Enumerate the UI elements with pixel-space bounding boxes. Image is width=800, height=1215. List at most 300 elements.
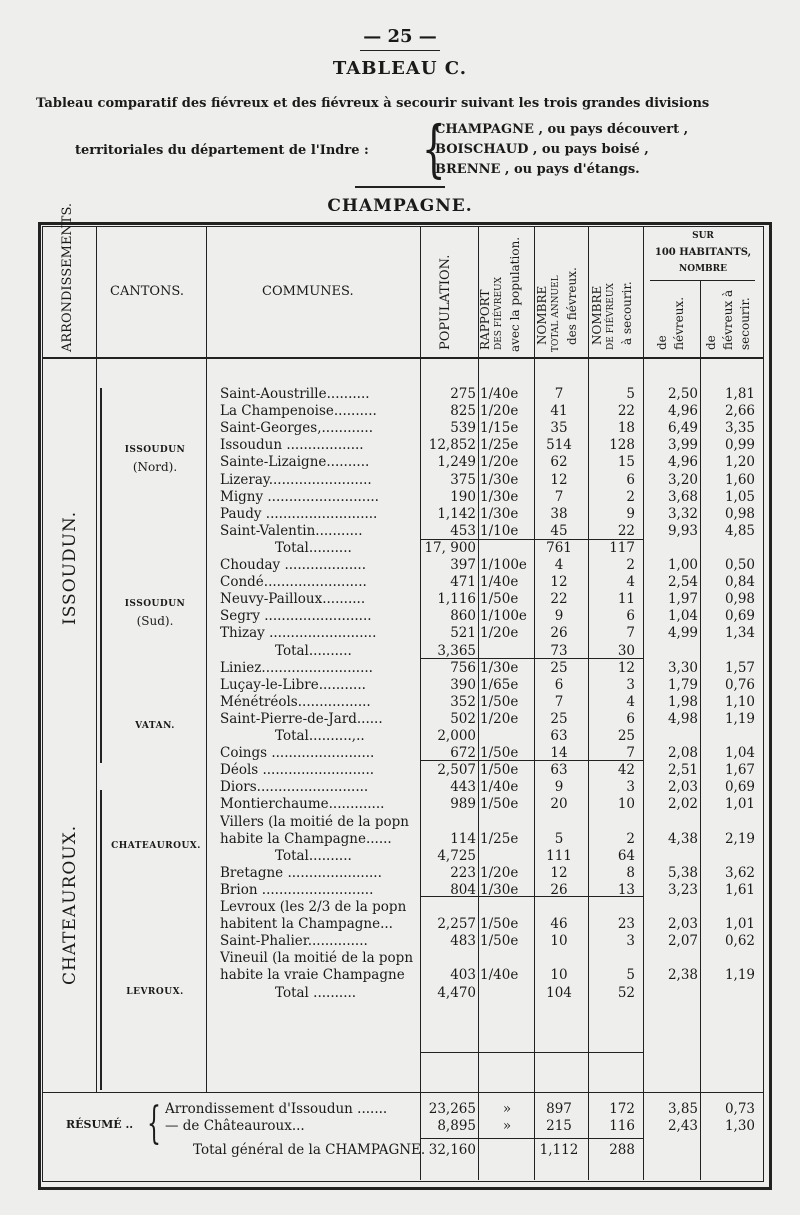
cell-sec: 3	[626, 933, 635, 950]
hdr-de-fievreux-1: de	[655, 335, 669, 350]
cell-pop: 223	[450, 864, 476, 881]
cell-sec: 2	[626, 557, 635, 573]
cell-name: Lizeray........................	[220, 471, 372, 488]
cell-rap: 1/100e	[480, 557, 527, 573]
cell-nb: 12	[550, 471, 568, 488]
cell-sec: 52	[617, 984, 635, 1001]
cell-pop: 539	[450, 420, 476, 437]
cell-rap: 1/30e	[480, 881, 519, 898]
cell-name: Saint-Phalier..............	[220, 933, 368, 950]
hdr-de-fievreux-2: fiévreux.	[672, 296, 686, 350]
cell-p1: 1,00	[667, 557, 698, 573]
cell-p1: 3,20	[667, 471, 698, 488]
cell-p1: 1,98	[667, 693, 698, 710]
cell-nb: 20	[550, 796, 568, 813]
cell-pop: 1,116	[437, 591, 476, 608]
resume-cell-pop: 23,265	[428, 1101, 476, 1117]
cell-sec: 13	[617, 881, 635, 898]
cell-rap: 1/20e	[480, 710, 519, 727]
cell-name: Neuvy-Pailloux..........	[220, 591, 366, 608]
region-boischaud: BOISCHAUD , ou pays boisé ,	[435, 142, 649, 157]
cell-name: Saint-Valentin...........	[220, 522, 363, 539]
cell-p1: 1,79	[667, 676, 698, 693]
cell-p2: 0,69	[724, 779, 755, 796]
total-rule-2	[420, 658, 643, 659]
cell-sec: 117	[609, 539, 635, 556]
cell-p1: 4,98	[667, 710, 698, 727]
cell-nb: 7	[554, 488, 564, 505]
cell-sec: 2	[626, 830, 635, 847]
cell-rap: 1/20e	[480, 625, 519, 642]
cell-nb: 111	[546, 847, 572, 864]
table-row	[0, 950, 800, 967]
cell-p2: 0,84	[724, 574, 755, 591]
cell-p2: 1,34	[724, 625, 755, 642]
cell-p1: 3,23	[667, 881, 698, 898]
cell-p1: 2,03	[667, 916, 698, 933]
cell-pop: 4,470	[437, 984, 476, 1001]
cell-name: Brion ..........................	[220, 881, 374, 898]
total-row	[0, 985, 800, 1002]
cell-nb: 22	[550, 591, 568, 608]
cell-nb: 45	[550, 522, 568, 539]
cell-p2: 4,85	[724, 522, 755, 539]
cell-sec: 42	[617, 762, 635, 779]
table-row	[0, 472, 800, 489]
cell-p2: 0,62	[724, 933, 755, 950]
total-rule-1	[420, 539, 643, 540]
resume-cell-sec: 172	[609, 1101, 635, 1117]
cell-name: Villers (la moitié de la popn	[220, 813, 410, 830]
cell-sec: 128	[609, 437, 635, 454]
hdr-nombre-1: NOMBRE	[535, 285, 549, 345]
cell-sec: 3	[626, 779, 635, 796]
cell-rap: 1/50e	[480, 762, 519, 779]
cell-rap: 1/30e	[480, 488, 519, 505]
cell-pop: 483	[450, 933, 476, 950]
cell-nb: 6	[554, 676, 564, 693]
cell-p2: 1,19	[724, 710, 755, 727]
cell-pop: 190	[450, 488, 476, 505]
cell-nb: 9	[554, 608, 564, 625]
hdr-sub-rule	[650, 280, 755, 281]
resume-cell-nb: 215	[546, 1118, 572, 1134]
resume-cell-p1: 3,85	[667, 1101, 698, 1117]
cell-sec: 6	[626, 710, 635, 727]
cell-p1: 3,68	[667, 488, 698, 505]
hdr-rapport-1: RAPPORT	[478, 289, 492, 350]
cell-p1: 2,08	[667, 745, 698, 762]
cell-pop: 275	[450, 386, 476, 402]
resume-brace: {	[147, 1098, 161, 1149]
general-total-label: Total général de la CHAMPAGNE.	[193, 1142, 426, 1158]
cell-p2: 1,19	[724, 967, 755, 984]
cell-rap: 1/40e	[480, 779, 519, 796]
cell-name: Luçay-le-Libre...........	[220, 676, 366, 693]
cell-sec: 7	[626, 745, 635, 762]
cell-rap: 1/20e	[480, 403, 519, 420]
cell-name: Segry .........................	[220, 608, 372, 625]
total-row	[0, 540, 800, 557]
cell-rap: 1/50e	[480, 933, 519, 950]
arrondissement-issoudun: ISSOUDUN.	[60, 510, 80, 625]
cell-nb: 25	[550, 659, 568, 676]
total-row	[0, 643, 800, 660]
cell-p2: 2,66	[724, 403, 755, 420]
cell-name: Coings ........................	[220, 745, 375, 762]
cell-p1: 1,04	[667, 608, 698, 625]
cell-name: Saint-Georges,............	[220, 420, 373, 437]
cell-name: Sainte-Lizaigne..........	[220, 454, 370, 471]
cell-sec: 4	[626, 574, 635, 591]
hdr-rapport-3: avec la population.	[508, 236, 522, 352]
cell-rap: 1/25e	[480, 830, 519, 847]
cell-pop: 860	[450, 608, 476, 625]
cell-nb: 62	[550, 454, 568, 471]
table-row	[0, 625, 800, 642]
cell-rap: 1/25e	[480, 437, 519, 454]
table-row	[0, 557, 800, 574]
cell-name: Total..........,..	[275, 728, 365, 744]
table-row	[0, 694, 800, 711]
resume-cell-sec: 116	[609, 1118, 635, 1134]
cell-p2: 1,05	[724, 488, 755, 505]
cell-p2: 1,81	[724, 386, 755, 402]
section-title: CHAMPAGNE.	[327, 196, 473, 216]
cell-pop: 1,249	[437, 454, 476, 471]
cell-nb: 12	[550, 864, 568, 881]
cell-pop: 989	[450, 796, 476, 813]
table-row	[0, 899, 800, 916]
general-total-pop: 32,160	[428, 1142, 476, 1158]
cell-p2: 0,98	[724, 505, 755, 522]
hdr-nombre-sub: NOMBRE	[679, 264, 727, 274]
cell-sec: 18	[617, 420, 635, 437]
cell-pop: 443	[450, 779, 476, 796]
resume-row	[0, 1118, 800, 1135]
cell-sec: 23	[617, 916, 635, 933]
table-row	[0, 762, 800, 779]
cell-name: Paudy ..........................	[220, 505, 378, 522]
cell-name: Bretagne ......................	[220, 864, 382, 881]
resume-row	[0, 1101, 800, 1118]
cell-name: Total..........	[275, 847, 352, 864]
cell-name: Diors..........................	[220, 779, 369, 796]
cell-name: Levroux (les 2/3 de la popn	[220, 899, 407, 915]
regions-list	[435, 120, 688, 180]
cell-p1: 2,51	[667, 762, 698, 779]
table-row	[0, 403, 800, 420]
table-row	[0, 814, 800, 831]
table-row	[0, 882, 800, 899]
cell-sec: 15	[617, 454, 635, 471]
cell-sec: 2	[626, 488, 635, 505]
cell-p2: 1,67	[724, 762, 755, 779]
cell-nb: 104	[546, 984, 572, 1001]
cell-p1: 4,38	[667, 830, 698, 847]
hdr-100-habitants: 100 HABITANTS,	[654, 247, 752, 258]
cell-sec: 11	[617, 591, 635, 608]
cell-nb: 10	[550, 967, 568, 984]
hdr-nombre-3: des fiévreux.	[565, 267, 579, 345]
cell-name: Issoudun ..................	[220, 437, 364, 454]
cell-p1: 2,50	[667, 386, 698, 402]
cell-pop: 521	[450, 625, 476, 642]
cell-p1: 9,93	[667, 522, 698, 539]
table-title: TABLEAU C.	[332, 58, 468, 79]
cell-pop: 756	[450, 659, 476, 676]
cell-p1: 2,02	[667, 796, 698, 813]
cell-rap: 1/10e	[480, 522, 519, 539]
general-total-sec: 288	[609, 1142, 635, 1158]
region-brace: {	[421, 112, 446, 185]
cell-pop: 1,142	[437, 505, 476, 522]
cell-pop: 502	[450, 710, 476, 727]
cell-sec: 25	[617, 728, 635, 744]
cell-name: Ménétréols.................	[220, 693, 371, 710]
cell-nb: 35	[550, 420, 568, 437]
table-row	[0, 967, 800, 984]
cell-p1: 5,38	[667, 864, 698, 881]
cell-rap: 1/65e	[480, 676, 519, 693]
cell-p2: 0,69	[724, 608, 755, 625]
cell-name: Total ..........	[275, 984, 357, 1001]
resume-cell-pop: 8,895	[437, 1118, 476, 1134]
cell-pop: 825	[450, 403, 476, 420]
cell-pop: 2,507	[437, 762, 476, 779]
cell-rap: 1/20e	[480, 864, 519, 881]
table-row	[0, 916, 800, 933]
table-row	[0, 608, 800, 625]
cell-sec: 6	[626, 608, 635, 625]
cell-pop: 114	[450, 830, 476, 847]
resume-cell-nb: 897	[546, 1101, 572, 1117]
cell-sec: 6	[626, 471, 635, 488]
cell-rap: 1/100e	[480, 608, 527, 625]
cell-sec: 8	[626, 864, 635, 881]
cell-p2: 1,57	[724, 659, 755, 676]
cell-p1: 2,07	[667, 933, 698, 950]
table-row	[0, 796, 800, 813]
cell-name: Liniez..........................	[220, 659, 373, 676]
hdr-communes: COMMUNES.	[262, 284, 354, 299]
resume-rule	[42, 1092, 764, 1093]
cell-pop: 390	[450, 676, 476, 693]
cell-nb: 41	[550, 403, 568, 420]
cell-sec: 64	[617, 847, 635, 864]
table-row	[0, 745, 800, 762]
cell-pop: 2,257	[437, 916, 476, 933]
total-rule-5	[420, 1052, 643, 1053]
cell-p1: 2,54	[667, 574, 698, 591]
cell-rap: 1/40e	[480, 386, 519, 402]
hdr-de-secourir-3: secourir.	[738, 297, 752, 350]
cell-p1: 4,96	[667, 454, 698, 471]
cell-pop: 471	[450, 574, 476, 591]
hdr-secourir-1: NOMBRE	[590, 285, 604, 345]
cell-name: habite la vraie Champagne	[220, 967, 405, 984]
resume-cell-p2: 1,30	[724, 1118, 755, 1134]
cell-pop: 375	[450, 471, 476, 488]
section-rule	[355, 186, 445, 188]
cell-nb: 73	[550, 642, 568, 659]
cell-nb: 5	[554, 830, 564, 847]
cell-rap: 1/50e	[480, 796, 519, 813]
cell-nb: 14	[550, 745, 568, 762]
cell-nb: 46	[550, 916, 568, 933]
cell-pop: 397	[450, 557, 476, 573]
cell-p1: 1,97	[667, 591, 698, 608]
cell-rap: 1/50e	[480, 916, 519, 933]
cell-rap: 1/30e	[480, 505, 519, 522]
cell-p2: 0,99	[724, 437, 755, 454]
cell-pop: 453	[450, 522, 476, 539]
region-champagne: CHAMPAGNE , ou pays découvert ,	[435, 122, 689, 137]
resume-cell-rap: »	[502, 1101, 512, 1117]
table-row	[0, 591, 800, 608]
cell-name: habitent la Champagne...	[220, 916, 393, 933]
cell-pop: 403	[450, 967, 476, 984]
cell-p2: 1,10	[724, 693, 755, 710]
table-row	[0, 831, 800, 848]
cell-sec: 22	[617, 522, 635, 539]
cell-nb: 4	[554, 557, 564, 573]
cell-p1: 4,99	[667, 625, 698, 642]
cell-nb: 12	[550, 574, 568, 591]
hdr-population: POPULATION.	[438, 254, 453, 350]
cell-nb: 7	[554, 693, 564, 710]
total-row	[0, 848, 800, 865]
table-row	[0, 386, 800, 403]
cell-p2: 1,04	[724, 745, 755, 762]
hdr-arrondissements: ARRONDISSEMENTS.	[60, 202, 75, 352]
cell-p2: 1,01	[724, 796, 755, 813]
cell-rap: 1/30e	[480, 471, 519, 488]
table-row	[0, 865, 800, 882]
cell-nb: 9	[554, 779, 564, 796]
cell-name: Saint-Aoustrille..........	[220, 386, 370, 402]
cell-sec: 5	[626, 386, 635, 402]
cell-name: Thizay .........................	[220, 625, 377, 642]
cell-nb: 7	[554, 386, 564, 402]
cell-pop: 17, 900	[424, 539, 476, 556]
cell-p1: 6,49	[667, 420, 698, 437]
total-rule-4	[420, 896, 643, 897]
table-row	[0, 420, 800, 437]
cell-sec: 9	[626, 505, 635, 522]
page-number: — 25 —	[363, 26, 437, 47]
cell-nb: 25	[550, 710, 568, 727]
table-row	[0, 574, 800, 591]
cell-name: Déols ..........................	[220, 762, 375, 779]
region-brenne: BRENNE , ou pays d'étangs.	[435, 162, 640, 177]
resume-total-rule	[420, 1138, 643, 1139]
table-row	[0, 660, 800, 677]
cell-p1: 3,99	[667, 437, 698, 454]
cell-rap: 1/15e	[480, 420, 519, 437]
cell-p2: 0,76	[724, 676, 755, 693]
hdr-nombre-2: TOTAL ANNUEL	[551, 275, 561, 352]
canton-levroux: LEVROUX.	[126, 987, 184, 997]
resume-cell-rap: »	[502, 1118, 512, 1134]
cell-p2: 2,19	[724, 830, 755, 847]
resume-cell-p1: 2,43	[667, 1118, 698, 1134]
arrondissement-chateauroux: CHATEAUROUX.	[60, 824, 80, 985]
cell-name: Condé........................	[220, 574, 367, 591]
general-total-nb: 1,112	[539, 1142, 579, 1158]
cell-p1: 4,96	[667, 403, 698, 420]
cell-name: Montierchaume.............	[220, 796, 385, 813]
cell-name: Chouday ...................	[220, 557, 366, 573]
total-rule-3	[420, 760, 643, 761]
cell-name: Total..........	[275, 642, 352, 659]
cell-nb: 26	[550, 881, 568, 898]
cell-rap: 1/40e	[480, 967, 519, 984]
cell-p1: 3,30	[667, 659, 698, 676]
cell-pop: 804	[450, 881, 476, 898]
cell-rap: 1/40e	[480, 574, 519, 591]
header-rule	[42, 357, 764, 359]
cell-name: Migny ..........................	[220, 488, 379, 505]
cell-sec: 4	[626, 693, 635, 710]
resume-label: RÉSUMÉ ..	[66, 1118, 134, 1131]
hdr-cantons: CANTONS.	[110, 284, 184, 299]
cell-nb: 514	[546, 437, 572, 454]
cell-sec: 10	[617, 796, 635, 813]
table-row	[0, 506, 800, 523]
cell-nb: 63	[550, 728, 568, 744]
cell-pop: 2,000	[437, 728, 476, 744]
cell-rap: 1/20e	[480, 454, 519, 471]
cell-p2: 0,50	[724, 557, 755, 573]
hdr-rapport-2: DES FIÉVREUX	[494, 276, 504, 350]
resume-cell-name: Arrondissement d'Issoudun .......	[165, 1101, 388, 1117]
resume-cell-p2: 0,73	[724, 1101, 755, 1117]
cell-p2: 1,61	[724, 881, 755, 898]
cell-name: habite la Champagne......	[220, 830, 392, 847]
resume-cell-name: — de Châteauroux...	[165, 1118, 305, 1134]
hdr-secourir-2: DE FIÉVREUX	[606, 283, 616, 350]
cell-nb: 10	[550, 933, 568, 950]
hdr-secourir-3: à secourir.	[620, 281, 634, 345]
cell-sec: 12	[617, 659, 635, 676]
cell-pop: 12,852	[428, 437, 476, 454]
cell-pop: 672	[450, 745, 476, 762]
cell-name: Vineuil (la moitié de la popn	[220, 950, 414, 967]
cell-nb: 38	[550, 505, 568, 522]
table-row	[0, 677, 800, 694]
cell-pop: 4,725	[437, 847, 476, 864]
cell-p2: 0,98	[724, 591, 755, 608]
canton-vatan: VATAN.	[135, 721, 175, 731]
intro-line-2: territoriales du département de l'Indre :	[75, 143, 369, 158]
cell-p1: 3,32	[667, 505, 698, 522]
cell-p1: 2,38	[667, 967, 698, 984]
cell-pop: 352	[450, 693, 476, 710]
cell-p2: 3,62	[724, 864, 755, 881]
title-rule	[360, 50, 440, 51]
table-row	[0, 711, 800, 728]
cell-p2: 1,60	[724, 471, 755, 488]
cell-p2: 1,01	[724, 916, 755, 933]
cell-rap: 1/50e	[480, 745, 519, 762]
intro-line-1: Tableau comparatif des fiévreux et des fiévreux à secourir suivant les trois grandes divisions	[36, 96, 710, 111]
table-row	[0, 489, 800, 506]
hdr-de-secourir-1: de	[704, 335, 718, 350]
hdr-de-secourir-2: fiévreux à	[721, 289, 735, 350]
cell-name: Saint-Pierre-de-Jard......	[220, 710, 383, 727]
table-row	[0, 437, 800, 454]
